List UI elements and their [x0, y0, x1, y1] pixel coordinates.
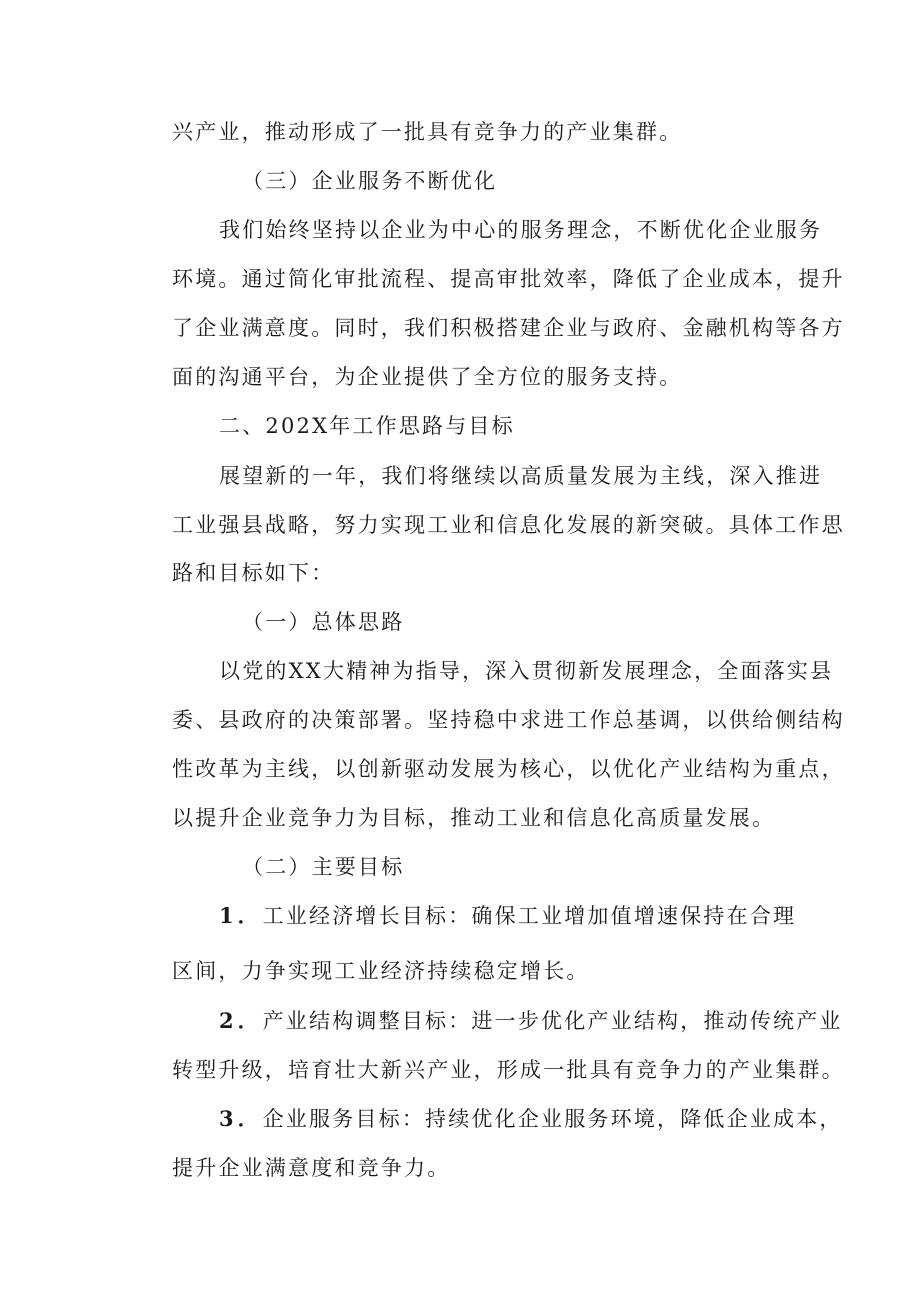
paragraph-line: 展望新的一年，我们将继续以高质量发展为主线，深入推进 [219, 464, 823, 488]
paragraph-line: 以党的XX大精神为指导，深入贯彻新发展理念，全面落实县 [219, 659, 834, 683]
section-heading: （三）企业服务不断优化 [242, 169, 498, 193]
paragraph-line: 区间，力争实现工业经济持续稳定增长。 [172, 959, 590, 983]
numbered-item-line [219, 901, 796, 931]
section-heading: （二）主要目标 [242, 855, 405, 879]
paragraph-line: 环境。通过简化审批流程、提高审批效率，降低了企业成本，提升 [172, 267, 845, 291]
paragraph-line: 委、县政府的决策部署。坚持稳中求进工作总基调，以供给侧结构 [172, 708, 845, 732]
paragraph-line: 转型升级，培育壮大新兴产业，形成一批具有竞争力的产业集群。 [172, 1058, 845, 1082]
paragraph-line: 提升企业满意度和竞争力。 [172, 1156, 451, 1180]
paragraph-line: 性改革为主线，以创新驱动发展为核心，以优化产业结构为重点， [172, 757, 845, 781]
paragraph-line: 兴产业，推动形成了一批具有竞争力的产业集群。 [172, 120, 683, 144]
paragraph-line: 以提升企业竞争力为目标，推动工业和信息化高质量发展。 [172, 806, 776, 830]
paragraph-line: 路和目标如下： [172, 561, 335, 585]
item-text: 企业服务目标：持续优化企业服务环境，降低企业成本， [262, 1107, 843, 1131]
item-text: 产业结构调整目标：进一步优化产业结构，推动传统产业 [262, 1009, 843, 1033]
item-number: 1． [219, 903, 263, 928]
paragraph-line: 工业强县战略，努力实现工业和信息化发展的新突破。具体工作思 [172, 513, 845, 537]
paragraph-line: 我们始终坚持以企业为中心的服务理念，不断优化企业服务 [219, 218, 823, 242]
section-heading: （一）总体思路 [242, 610, 405, 634]
paragraph-line: 了企业满意度。同时，我们积极搭建企业与政府、金融机构等各方 [172, 316, 845, 340]
numbered-item-line [219, 1104, 843, 1134]
item-text: 工业经济增长目标：确保工业增加值增速保持在合理 [262, 904, 797, 928]
paragraph-line: 面的沟通平台，为企业提供了全方位的服务支持。 [172, 365, 683, 389]
item-number: 3． [219, 1106, 263, 1131]
item-number: 2． [219, 1008, 263, 1033]
chapter-heading: 二、202X年工作思路与目标 [219, 414, 515, 438]
numbered-item-line [219, 1006, 843, 1036]
